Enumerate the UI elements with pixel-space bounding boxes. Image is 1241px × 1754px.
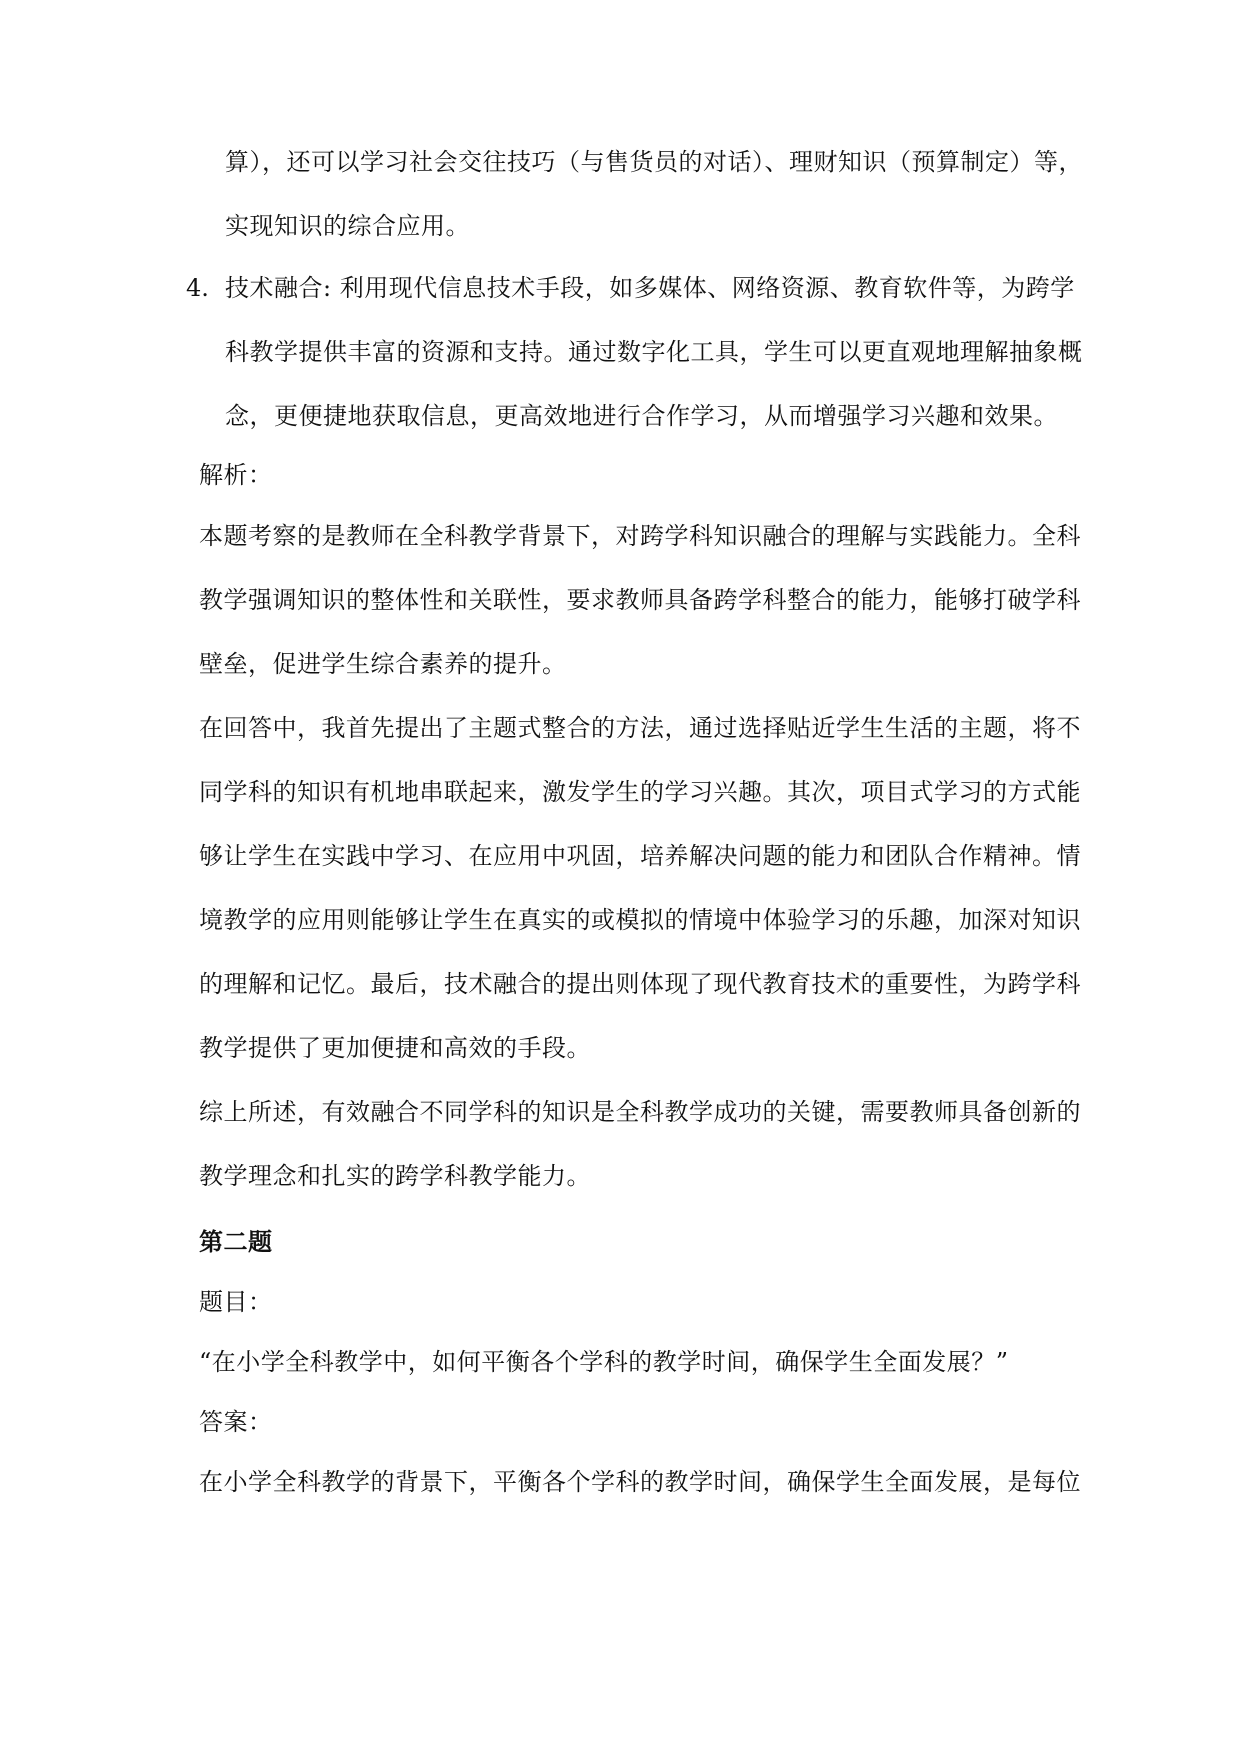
analysis-paragraph-line: 教学提供了更加便捷和高效的手段。 [199, 1034, 591, 1062]
analysis-paragraph-line: 本题考察的是教师在全科教学背景下，对跨学科知识融合的理解与实践能力。全科 [199, 522, 1081, 550]
list-item-3-continuation-line: 算），还可以学习社会交往技巧（与售货员的对话）、理财知识（预算制定）等， [225, 148, 1083, 176]
topic-text: “在小学全科教学中，如何平衡各个学科的教学时间，确保学生全面发展？” [199, 1348, 1009, 1376]
analysis-paragraph-line: 综上所述，有效融合不同学科的知识是全科教学成功的关键，需要教师具备创新的 [199, 1098, 1081, 1126]
list-item-4-line: 念，更便捷地获取信息，更高效地进行合作学习，从而增强学习兴趣和效果。 [225, 402, 1058, 430]
analysis-paragraph-line: 在回答中，我首先提出了主题式整合的方法，通过选择贴近学生生活的主题，将不 [199, 714, 1081, 742]
analysis-paragraph-line: 壁垒，促进学生综合素养的提升。 [199, 650, 567, 678]
list-item-4-line: 科教学提供丰富的资源和支持。通过数字化工具，学生可以更直观地理解抽象概 [225, 338, 1083, 366]
answer-paragraph-line: 在小学全科教学的背景下，平衡各个学科的教学时间，确保学生全面发展，是每位 [199, 1468, 1081, 1496]
list-item-3-continuation-line: 实现知识的综合应用。 [225, 212, 470, 240]
analysis-paragraph-line: 教学理念和扎实的跨学科教学能力。 [199, 1162, 591, 1190]
topic-label: 题目： [199, 1288, 273, 1316]
list-item-number: 4. [186, 274, 209, 302]
analysis-paragraph-line: 境教学的应用则能够让学生在真实的或模拟的情境中体验学习的乐趣，加深对知识 [199, 906, 1081, 934]
question-heading: 第二题 [199, 1227, 273, 1256]
analysis-paragraph-line: 够让学生在实践中学习、在应用中巩固，培养解决问题的能力和团队合作精神。情 [199, 842, 1081, 870]
answer-label: 答案： [199, 1408, 273, 1436]
list-item-4-line: 技术融合: 利用现代信息技术手段，如多媒体、网络资源、教育软件等，为跨学 [225, 274, 1075, 302]
analysis-label: 解析： [199, 461, 273, 489]
analysis-paragraph-line: 教学强调知识的整体性和关联性，要求教师具备跨学科整合的能力，能够打破学科 [199, 586, 1081, 614]
analysis-paragraph-line: 同学科的知识有机地串联起来，激发学生的学习兴趣。其次，项目式学习的方式能 [199, 778, 1081, 806]
analysis-paragraph-line: 的理解和记忆。最后，技术融合的提出则体现了现代教育技术的重要性，为跨学科 [199, 970, 1081, 998]
